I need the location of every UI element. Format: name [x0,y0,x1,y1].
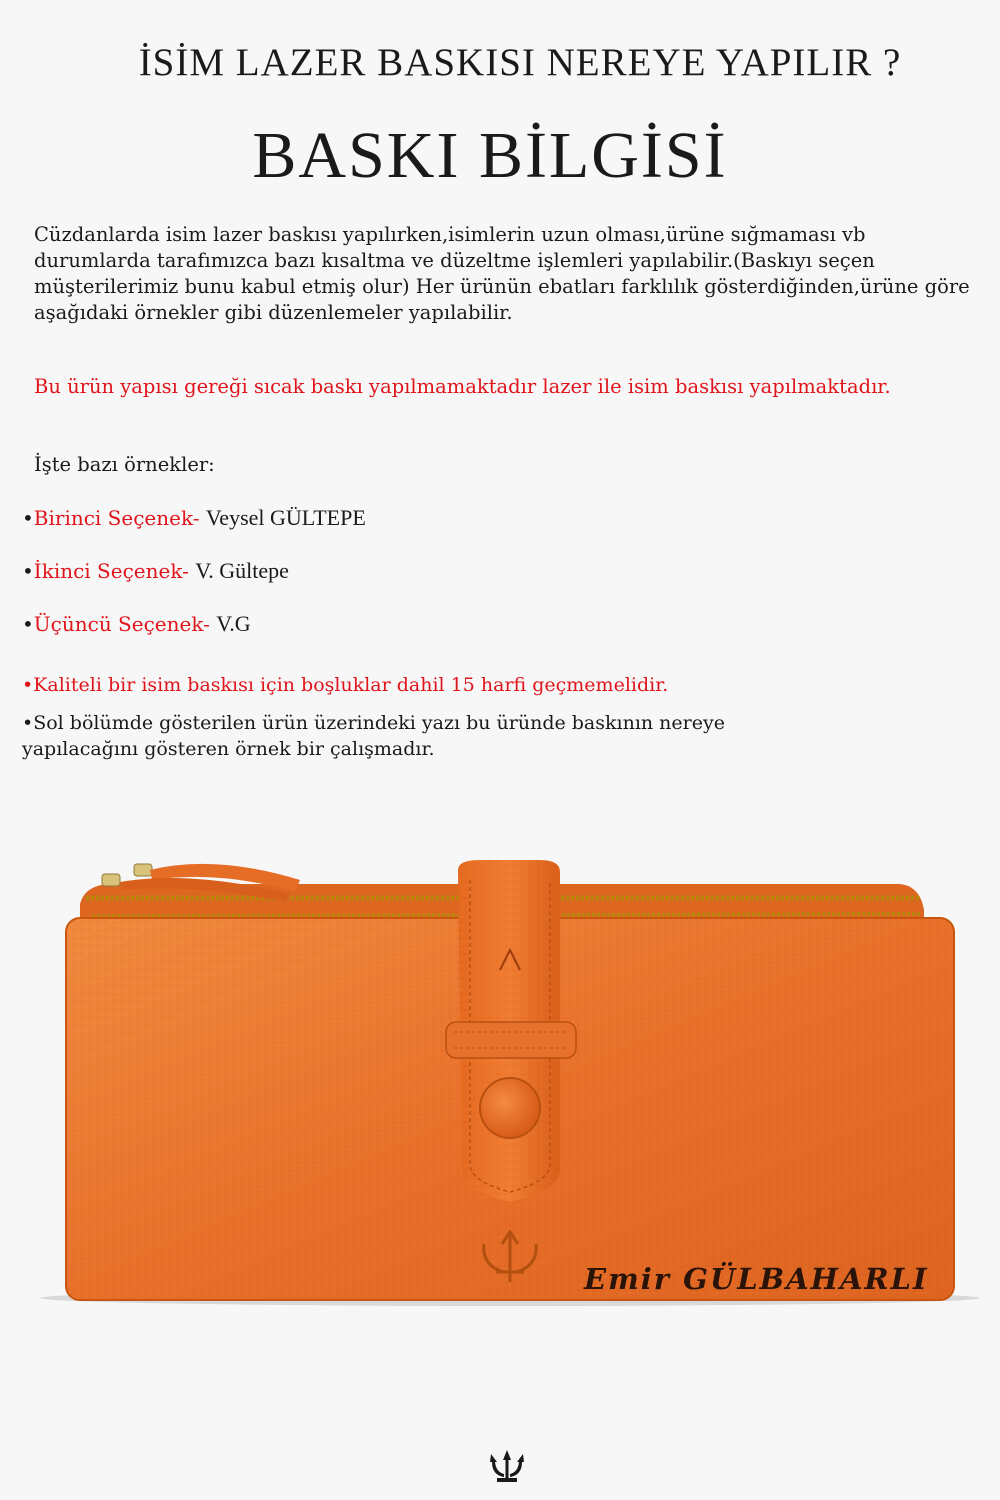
bullet-dot: • [22,559,34,583]
option-value: V. Gültepe [195,558,289,583]
option-third [22,611,251,637]
intro-paragraph: Cüzdanlarda isim lazer baskısı yapılırken,isimlerin uzun olması,ürüne sığmaması vb durumlarda tarafımızca bazı kısaltma ve düzeltme işlemleri yapılabilir.(Baskıyı seçen müşterilerimiz bunu kabul etmiş olur) Her ürünün ebatları farklılık gösterdiğinden,ürüne göre aşağıdaki örnekler gibi düzenlemeler yapılabilir. [34,223,970,324]
option-second [22,558,289,584]
bullet-dot: • [22,506,34,530]
bullet-dot: • [22,612,34,636]
snap-button-icon [480,1078,540,1138]
option-value: Veysel GÜLTEPE [205,505,366,530]
option-label: İkinci Seçenek- [33,559,189,583]
option-value: V.G [216,611,251,636]
option-label: Birinci Seçenek- [33,506,200,530]
examples-heading: İşte bazı örnekler: [34,453,215,476]
engraving-sample: Emir GÜLBAHARLI [584,1262,929,1296]
letter-limit-note: •Kaliteli bir isim baskısı için boşluklar dahil 15 harfi geçmemelidir. [22,674,669,696]
placement-note: •Sol bölümde gösterilen ürün üzerindeki yazı bu üründe baskının nereye yapılacağını gösteren örnek bir çalışmadır. [22,712,725,760]
trident-icon [487,1448,527,1484]
heading-question: İSİM LAZER BASKISI NEREYE YAPILIR ? [138,41,902,84]
warning-text: Bu ürün yapısı gereği sıcak baskı yapılmamaktadır lazer ile isim baskısı yapılmaktadır. [34,375,891,398]
option-first [22,505,366,531]
page-title: BASKI BİLGİSİ [252,119,728,192]
option-label: Üçüncü Seçenek- [33,612,210,636]
